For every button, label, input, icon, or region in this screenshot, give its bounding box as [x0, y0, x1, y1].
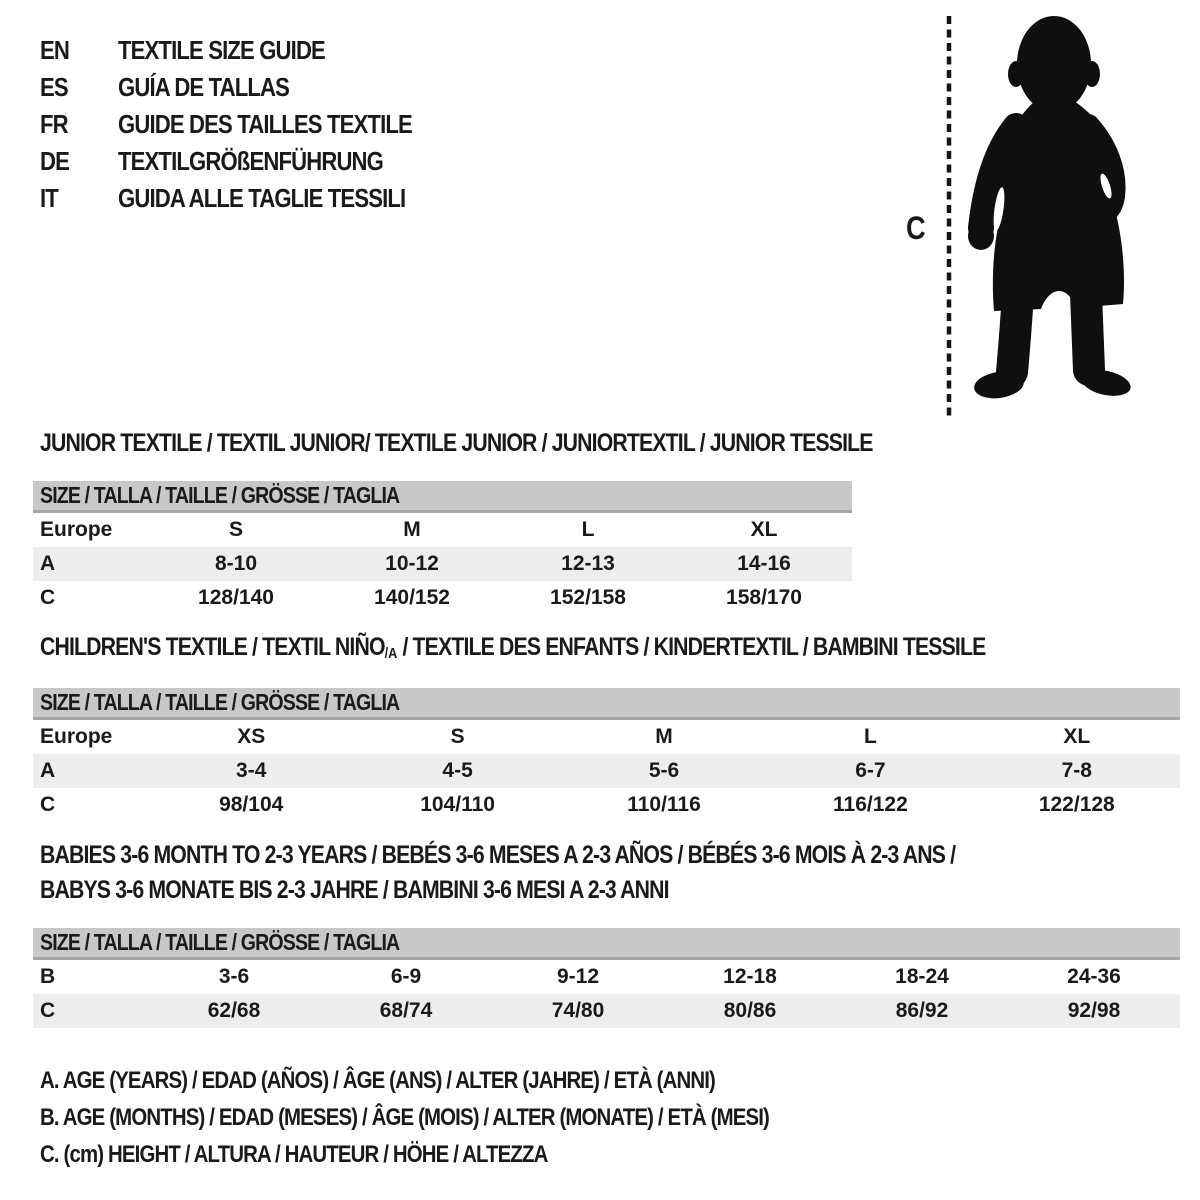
language-row [40, 143, 464, 180]
table-cell: 152/158 [550, 586, 626, 609]
table-cell: 14-16 [737, 552, 791, 575]
table-cell: 6-9 [390, 965, 422, 988]
table-cell: 3-6 [218, 965, 250, 988]
legend-note-c: C. (cm) HEIGHT / ALTURA / HAUTEUR / HÖHE / ALTEZZA [40, 1141, 548, 1168]
table-cell: XL [1063, 725, 1091, 748]
row-label: B [40, 965, 56, 988]
legend-note-b: B. AGE (MONTHS) / EDAD (MESES) / ÂGE (MOIS) / ALTER (MONATE) / ETÀ (MESI) [40, 1104, 769, 1131]
height-measure-label: C [906, 210, 925, 246]
table-cell: XS [237, 725, 266, 748]
babies-section-heading [40, 838, 1117, 908]
row-label: C [40, 793, 56, 816]
table-cell: 158/170 [726, 586, 802, 609]
guide-title: GUIDA ALLE TAGLIE TESSILI [118, 183, 406, 213]
section-heading-line: BABIES 3-6 MONTH TO 2-3 YEARS / BEBÉS 3-6 MESES A 2-3 AÑOS / BÉBÉS 3-6 MOIS À 2-3 ANS / [40, 841, 956, 869]
table-cell: 104/110 [420, 793, 495, 816]
guide-title: TEXTILE SIZE GUIDE [118, 35, 325, 65]
table-row-b [33, 960, 1180, 994]
section-heading-line: BABYS 3-6 MONATE BIS 2-3 JAHRE / BAMBINI 3-6 MESI A 2-3 ANNI [40, 876, 669, 904]
section-heading-line: CHILDREN'S TEXTILE / TEXTIL NIÑO/A / TEXTILE DES ENFANTS / KINDERTEXTIL / BAMBINI TESSILE [40, 633, 986, 662]
table-cell: 4-5 [442, 759, 473, 782]
table-cell: 18-24 [895, 965, 949, 988]
language-code: IT [40, 183, 58, 213]
table-cell: 98/104 [219, 793, 284, 816]
row-label: Europe [40, 725, 113, 748]
table-cell: M [403, 518, 421, 541]
table-cell: 110/116 [627, 793, 701, 816]
section-heading-line: JUNIOR TEXTILE / TEXTIL JUNIOR/ TEXTILE JUNIOR / JUNIORTEXTIL / JUNIOR TESSILE [40, 429, 873, 457]
babies-size-table [33, 928, 1180, 1028]
language-row [40, 69, 464, 106]
table-cell: 68/74 [379, 999, 433, 1022]
table-cell: 80/86 [723, 999, 777, 1022]
table-cell: 5-6 [648, 759, 680, 782]
table-cell: 62/68 [207, 999, 261, 1022]
language-code: DE [40, 146, 70, 176]
toddler-silhouette-icon [966, 14, 1136, 418]
guide-title: GUÍA DE TALLAS [118, 72, 290, 102]
table-cell: S [450, 725, 465, 748]
row-label: C [40, 999, 56, 1022]
table-cell: 6-7 [855, 759, 886, 782]
silhouette-head [1017, 16, 1091, 112]
row-label: A [40, 552, 56, 575]
table-cell: M [655, 725, 673, 748]
table-row-c [33, 581, 852, 615]
language-row [40, 32, 464, 69]
table-cell: 24-36 [1067, 965, 1121, 988]
table-cell: S [228, 518, 243, 541]
table-cell: 86/92 [895, 999, 949, 1022]
children-size-table [33, 688, 1180, 822]
junior-section-heading [40, 426, 1020, 461]
size-header-bar: SIZE / TALLA / TAILLE / GRÖSSE / TAGLIA [33, 688, 1180, 720]
table-cell: 128/140 [198, 586, 274, 609]
table-cell: L [863, 725, 877, 748]
language-code: EN [40, 35, 70, 65]
table-cell: 140/152 [374, 586, 450, 609]
size-header-bar: SIZE / TALLA / TAILLE / GRÖSSE / TAGLIA [33, 481, 852, 513]
guide-title: GUIDE DES TAILLES TEXTILE [118, 109, 412, 139]
table-cell: 8-10 [214, 552, 258, 575]
table-cell: 7-8 [1061, 759, 1092, 782]
height-dashed-line-icon [944, 14, 954, 418]
legend-notes [40, 1062, 898, 1173]
table-cell: 92/98 [1067, 999, 1121, 1022]
table-cell: 116/122 [833, 793, 908, 816]
language-code: FR [40, 109, 68, 139]
row-label: A [40, 759, 56, 782]
language-title-list [40, 32, 464, 217]
language-row [40, 180, 464, 217]
table-cell: 10-12 [385, 552, 439, 575]
table-cell: L [581, 518, 595, 541]
table-cell: 122/128 [1038, 793, 1115, 816]
junior-size-table [33, 481, 852, 615]
children-section-heading [40, 630, 1152, 671]
table-row-a [33, 547, 852, 581]
table-row-c [33, 994, 1180, 1028]
table-row-europe [33, 513, 852, 547]
row-label: C [40, 586, 56, 609]
table-cell: 12-18 [723, 965, 777, 988]
table-cell: 12-13 [561, 552, 615, 575]
table-cell: 74/80 [551, 999, 605, 1022]
table-cell: 9-12 [556, 965, 600, 988]
table-row-europe [33, 720, 1180, 754]
table-row-c [33, 788, 1180, 822]
table-cell: XL [750, 518, 778, 541]
language-row [40, 106, 464, 143]
table-row-a [33, 754, 1180, 788]
guide-title: TEXTILGRÖßENFÜHRUNG [118, 146, 384, 176]
legend-note-a: A. AGE (YEARS) / EDAD (AÑOS) / ÂGE (ANS) / ALTER (JAHRE) / ETÀ (ANNI) [40, 1067, 715, 1094]
size-header-bar: SIZE / TALLA / TAILLE / GRÖSSE / TAGLIA [33, 928, 1180, 960]
language-code: ES [40, 72, 68, 102]
table-cell: 3-4 [236, 759, 267, 782]
row-label: Europe [40, 518, 113, 541]
